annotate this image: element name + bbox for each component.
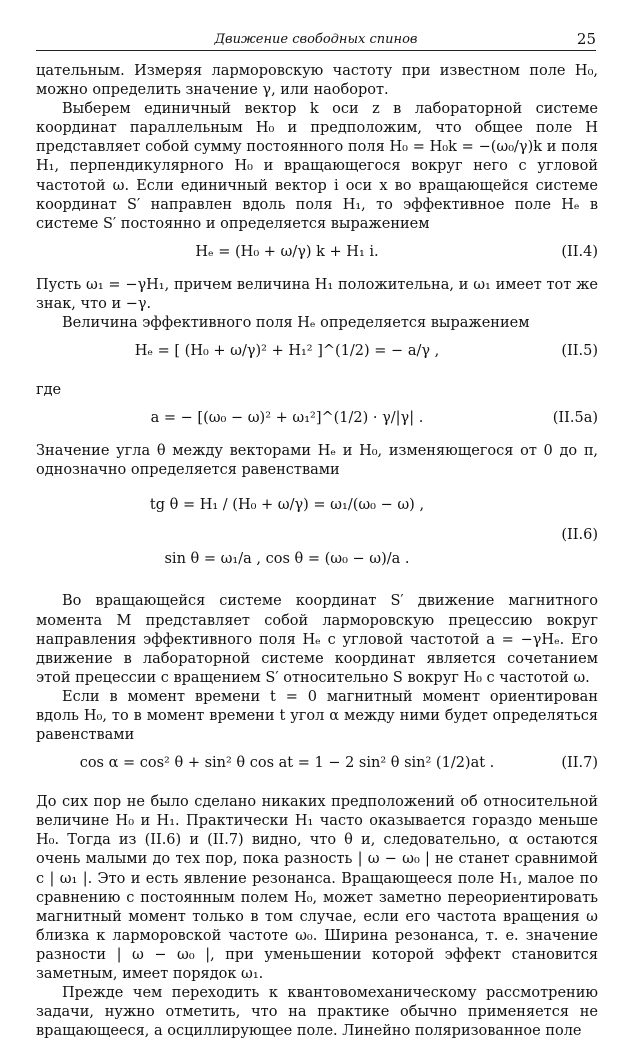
paragraph: Если в момент времени t = 0 магнитный момент ориентирован вдоль H₀, то в момент времени t угол α между ними будет определяться равенствами xyxy=(36,688,598,744)
paragraph: Величина эффективного поля Hₑ определяется выражением xyxy=(62,315,530,332)
paragraph: где xyxy=(36,382,62,399)
equation-II-5a xyxy=(36,402,598,440)
equation-formula: sin θ = ω₁/a , cos θ = (ω₀ − ω)/a . xyxy=(164,551,410,568)
equation-label: (II.5a) xyxy=(552,410,598,427)
paragraph: До сих пор не было сделано никаких предположений об относительной величине H₀ и H₁. Практически H₁ часто оказывается гораздо меньше H₀. Тогда из (II.6) и (II.7) видно, что θ и, следовательно, α остаются очень малыми до тех пор, пока разность | ω − ω₀ | не станет сравнимой с | ω₁ |. Это и есть явление резонанса. Вращающееся поле H₁, малое по сравнению с постоянным полем H₀, может заметно переориентировать магнитный момент только в том случае, если его частота вращения ω близка к ларморовской частоте ω₀. Ширина резонанса, т. е. значение разности | ω − ω₀ |, при уменьшении которой эффект становится заметным, имеет порядок ω₁. xyxy=(36,794,598,982)
equation-label: (II.4) xyxy=(561,243,598,260)
page-number: 25 xyxy=(576,30,596,48)
equation-label: (II.7) xyxy=(561,755,598,772)
equation-label: (II.6) xyxy=(561,527,598,544)
paragraph: Во вращающейся системе координат S′ движение магнитного момента M представляет собой ларморовскую прецессию вокруг направления эффективного поля Hₑ с угловой частотой a = −γHₑ. Его движение в лабораторной системе координат является сочетанием этой прецессии с вращением S′ относительно S вокруг H₀ с частотой ω. xyxy=(36,593,598,686)
paragraph: Выберем единичный вектор k оси z в лабораторной системе координат параллельным H₀ и предположим, что общее поле H представляет собой сумму постоянного поля H₀ = H₀k = −(ω₀/γ)k и поля H₁, перпендикулярного H₀ и вращающегося вокруг него с угловой частотой ω. Если единичный вектор i оси x во вращающейся системе координат S′ направлен вдоль поля H₁, то эффективное поле Hₑ в системе S′ постоянно и определяется выражением xyxy=(36,101,598,232)
equation-II-7 xyxy=(36,747,598,791)
header-rule xyxy=(36,50,596,51)
equation-label: (II.5) xyxy=(561,343,598,360)
paragraph: Значение угла θ между векторами Hₑ и H₀, изменяющегося от 0 до π, однозначно определяется равенствами xyxy=(36,443,598,479)
equation-formula: tg θ = H₁ / (H₀ + ω/γ) = ω₁/(ω₀ − ω) , xyxy=(149,497,425,514)
equation-formula: cos α = cos² θ + sin² θ cos at = 1 − 2 sin² θ sin² (1/2)at . xyxy=(79,755,495,772)
paragraph: цательным. Измеряя ларморовскую частоту при известном поле H₀, можно определить значение γ, или наоборот. xyxy=(36,63,598,99)
equation-formula: Hₑ = [ (H₀ + ω/γ)² + H₁² ]^(1/2) = − a/γ , xyxy=(134,343,440,360)
equation-formula: Hₑ = (H₀ + ω/γ) k + H₁ i. xyxy=(195,243,379,260)
running-title: Движение свободных спинов xyxy=(214,32,418,47)
equation-formula: a = − [(ω₀ − ω)² + ω₁²]^(1/2) · γ/|γ| . xyxy=(150,410,424,427)
paragraph: Прежде чем переходить к квантовомеханическому рассмотрению задачи, нужно отметить, что на практике обычно применяется не вращающееся, а осциллирующее поле. Линейно поляризованное поле xyxy=(36,985,598,1040)
equation-II-6 xyxy=(36,480,598,592)
equation-II-5 xyxy=(36,335,598,379)
page-header xyxy=(36,24,596,48)
equation-II-4 xyxy=(36,236,598,274)
page-body xyxy=(36,62,598,1041)
paragraph: Пусть ω₁ = −γH₁, причем величина H₁ положительна, и ω₁ имеет тот же знак, что и −γ. xyxy=(36,276,598,312)
